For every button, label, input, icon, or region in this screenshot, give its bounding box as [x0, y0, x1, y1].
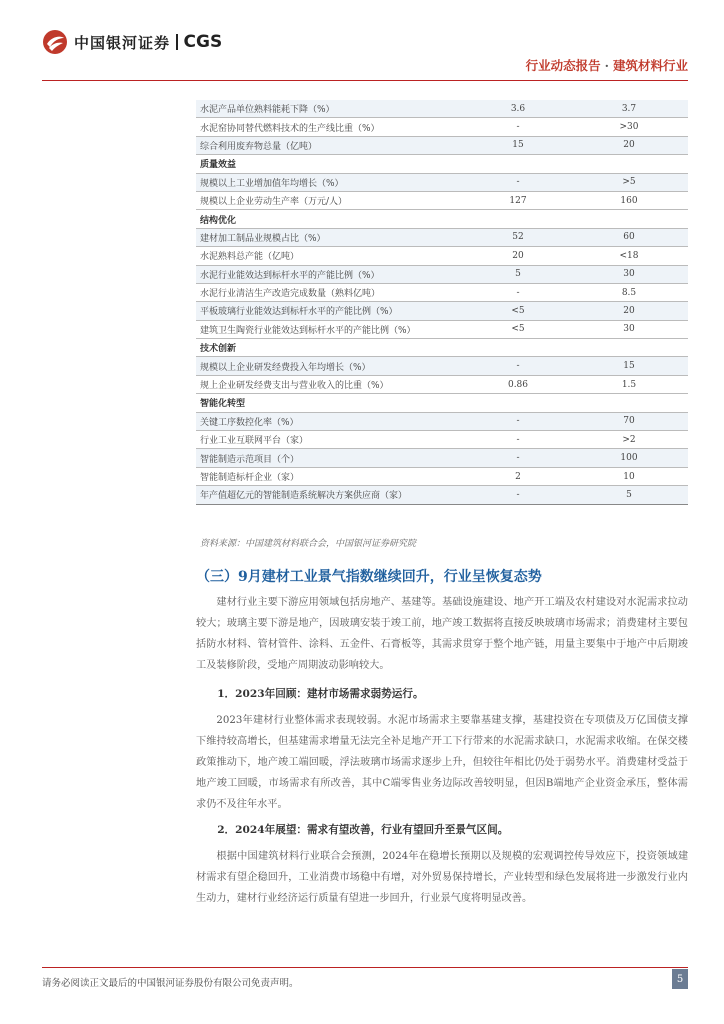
value-2020: 0.86 [466, 375, 570, 393]
value-2025-target: 20 [570, 136, 688, 154]
subheading-2023-review: 1．2023年回顾：建材市场需求弱势运行。 [217, 688, 424, 700]
company-logo [42, 28, 222, 56]
value-2025-target: >30 [570, 118, 688, 136]
table-row [196, 247, 688, 265]
section-label: 智能化转型 [196, 394, 688, 412]
table-row [196, 173, 688, 191]
value-2020: - [466, 449, 570, 467]
report-category [526, 56, 688, 74]
indicator-label: 行业工业互联网平台（家） [196, 431, 466, 449]
table-row [196, 431, 688, 449]
value-2025-target: 30 [570, 320, 688, 338]
value-2020: - [466, 283, 570, 301]
logo-english-name: CGS [183, 32, 223, 52]
value-2025-target: 70 [570, 412, 688, 430]
page-number: 5 [672, 969, 688, 989]
footer-disclaimer: 请务必阅读正文最后的中国银河证券股份有限公司免责声明。 [42, 978, 299, 989]
value-2020: 52 [466, 228, 570, 246]
header-separator: · [604, 58, 609, 73]
table-row [196, 449, 688, 467]
table-row [196, 228, 688, 246]
value-2020: 20 [466, 247, 570, 265]
report-type-label: 行业动态报告 [525, 58, 601, 73]
indicator-label: 综合利用废弃物总量（亿吨） [196, 136, 466, 154]
indicator-label: 智能制造示范项目（个） [196, 449, 466, 467]
table-section-row [196, 394, 688, 412]
paragraph-2024-outlook: 根据中国建筑材料行业联合会预测，2024年在稳增长预期以及规模的宏观调控传导效应下，投资领域建材需求有望企稳回升，工业消费市场稳中有增，对外贸易保持增长，产业转型和绿色发展将进一步激发行业内生动力，建材行业经济运行质量有望进一步回升，行业景气度将明显改善。 [196, 851, 688, 904]
indicator-label: 规模以上企业劳动生产率（万元/人） [196, 191, 466, 209]
indicator-label: 关键工序数控化率（%） [196, 412, 466, 430]
paragraph-2023-review: 2023年建材行业整体需求表现较弱。水泥市场需求主要靠基建支撑，基建投资在专项债及万亿国债支撑下维持较高增长，但基建需求增量无法完全补足地产开工下行带来的水泥需求缺口，水泥需求收缩。在保交楼政策推动下，地产竣工端回暖，浮法玻璃市场需求逐步上升，但较往年相比仍处于弱势水平。消费建材受益于地产竣工回暖，市场需求有所改善，其中C端零售业务边际改善较明显，但因B端地产企业资金承压，整体需求仍不及往年水平。 [196, 715, 688, 810]
value-2025-target: 5 [570, 486, 688, 504]
table-section-row [196, 339, 688, 357]
indicator-label: 平板玻璃行业能效达到标杆水平的产能比例（%） [196, 302, 466, 320]
value-2025-target: <18 [570, 247, 688, 265]
indicator-label: 规模以上企业研发经费投入年均增长（%） [196, 357, 466, 375]
table-row [196, 265, 688, 283]
logo-divider [176, 34, 178, 50]
value-2020: <5 [466, 320, 570, 338]
table-row [196, 486, 688, 504]
section-label: 结构优化 [196, 210, 688, 228]
table-row [196, 118, 688, 136]
table-row [196, 136, 688, 154]
value-2025-target: 15 [570, 357, 688, 375]
table-row [196, 100, 688, 118]
value-2020: - [466, 118, 570, 136]
logo-chinese-name: 中国银河证券 [74, 33, 171, 52]
indicator-label: 水泥行业能效达到标杆水平的产能比例（%） [196, 265, 466, 283]
table-row [196, 191, 688, 209]
table-section-row [196, 210, 688, 228]
table-row [196, 467, 688, 485]
table-row [196, 320, 688, 338]
footer-divider [42, 967, 688, 968]
value-2020: - [466, 486, 570, 504]
value-2025-target: 100 [570, 449, 688, 467]
industry-label: 建筑材料行业 [612, 58, 688, 73]
section-label: 技术创新 [196, 339, 688, 357]
value-2025-target: 8.5 [570, 283, 688, 301]
value-2020: 2 [466, 467, 570, 485]
indicator-label: 建筑卫生陶瓷行业能效达到标杆水平的产能比例（%） [196, 320, 466, 338]
section-heading: （三）9月建材工业景气指数继续回升，行业呈恢复态势 [196, 569, 542, 585]
value-2025-target: 30 [570, 265, 688, 283]
indicator-label: 建材加工制品业规模占比（%） [196, 228, 466, 246]
value-2025-target: >5 [570, 173, 688, 191]
indicator-table [196, 100, 688, 505]
value-2020: - [466, 431, 570, 449]
indicator-label: 水泥熟料总产能（亿吨） [196, 247, 466, 265]
indicator-label: 规模以上工业增加值年均增长（%） [196, 173, 466, 191]
galaxy-logo-icon [42, 29, 68, 55]
table-row [196, 412, 688, 430]
value-2020: 5 [466, 265, 570, 283]
table-section-row [196, 155, 688, 173]
indicator-label: 水泥窑协同替代燃料技术的生产线比重（%） [196, 118, 466, 136]
value-2020: 3.6 [466, 100, 570, 118]
paragraph-demand-overview: 建材行业主要下游应用领域包括房地产、基建等。基础设施建设、地产开工端及农村建设对水泥需求拉动较大；玻璃主要下游是地产，因玻璃安装于竣工前，地产竣工数据将直接反映玻璃市场需求；消费建材主要包括防水材料、管材管件、涂料、五金件、石膏板等，其需求贯穿于整个地产链，用量主要集中于地产中后期竣工及装修阶段，受地产周期波动影响较大。 [196, 597, 688, 671]
value-2020: 15 [466, 136, 570, 154]
value-2025-target: >2 [570, 431, 688, 449]
table-source-note: 资料来源：中国建筑材料联合会，中国银河证券研究院 [200, 539, 417, 549]
value-2025-target: 1.5 [570, 375, 688, 393]
table-row [196, 302, 688, 320]
value-2025-target: 160 [570, 191, 688, 209]
value-2020: - [466, 173, 570, 191]
indicator-label: 智能制造标杆企业（家） [196, 467, 466, 485]
value-2025-target: 20 [570, 302, 688, 320]
value-2020: - [466, 412, 570, 430]
subheading-2024-outlook: 2．2024年展望：需求有望改善，行业有望回升至景气区间。 [217, 824, 509, 836]
header-divider [42, 80, 688, 81]
value-2025-target: 60 [570, 228, 688, 246]
indicator-label: 年产值超亿元的智能制造系统解决方案供应商（家） [196, 486, 466, 504]
table-row [196, 357, 688, 375]
value-2020: 127 [466, 191, 570, 209]
table-row [196, 283, 688, 301]
value-2025-target: 3.7 [570, 100, 688, 118]
value-2025-target: 10 [570, 467, 688, 485]
value-2020: <5 [466, 302, 570, 320]
indicator-label: 水泥产品单位熟料能耗下降（%） [196, 100, 466, 118]
indicator-label: 水泥行业清洁生产改造完成数量（熟料亿吨） [196, 283, 466, 301]
indicator-label: 规上企业研发经费支出与营业收入的比重（%） [196, 375, 466, 393]
table-row [196, 375, 688, 393]
section-label: 质量效益 [196, 155, 688, 173]
value-2020: - [466, 357, 570, 375]
